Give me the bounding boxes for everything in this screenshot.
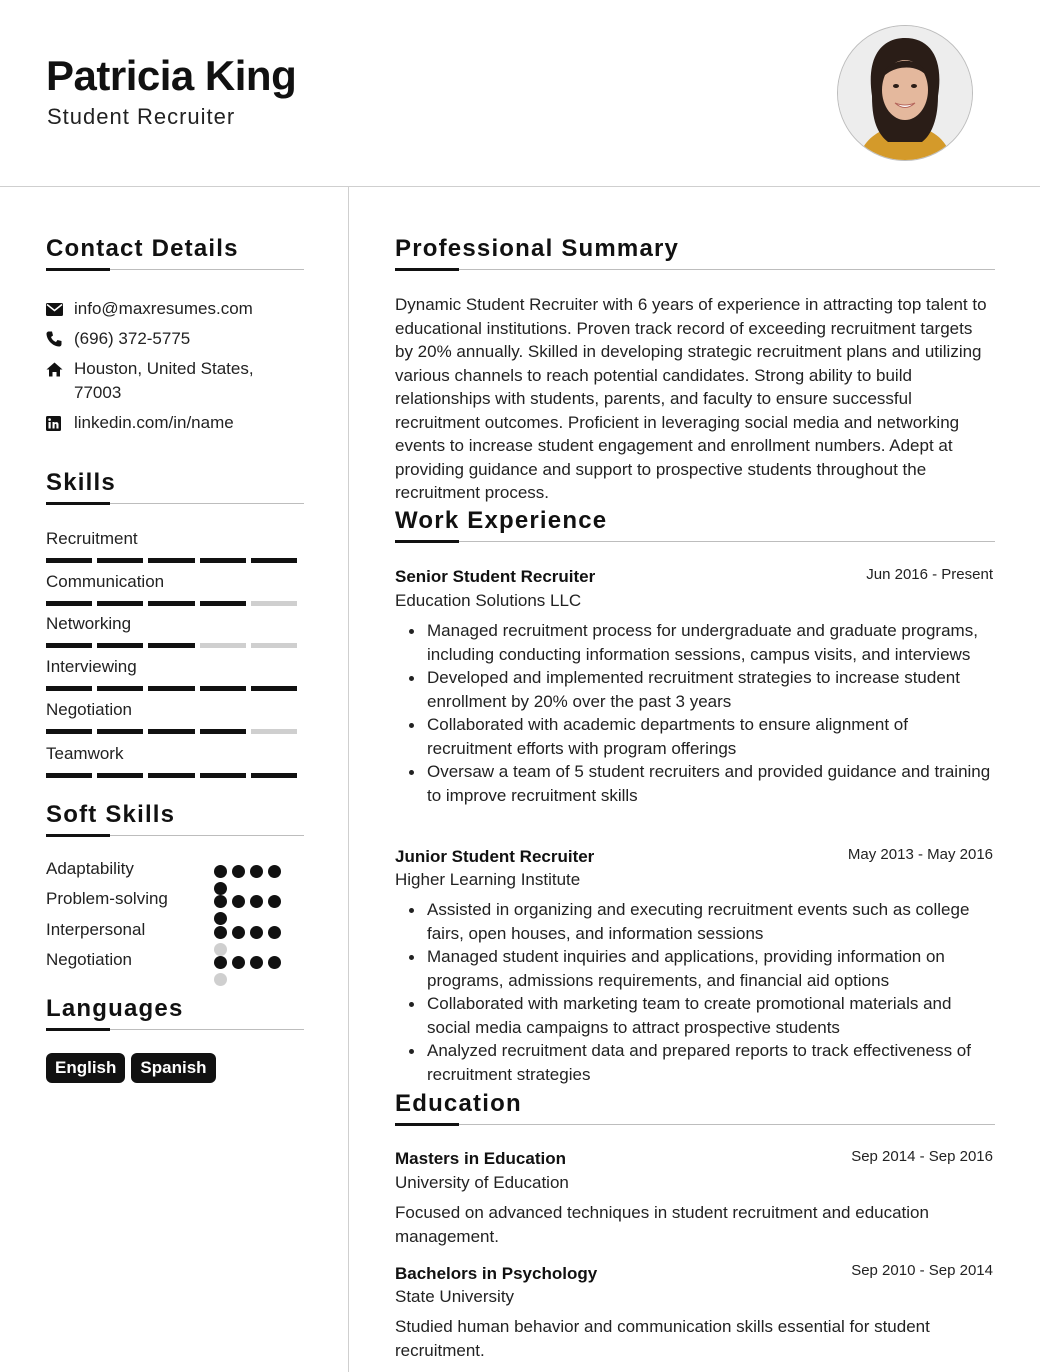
portrait-image <box>838 26 972 160</box>
soft-skill-name: Negotiation <box>46 950 133 969</box>
soft-skill-row <box>46 889 304 913</box>
skill-level-bar <box>46 729 302 734</box>
job-bullet: Oversaw a team of 5 student recruiters and provided guidance and training to improve recruitment skills <box>427 760 995 807</box>
soft-skills-section-header <box>46 801 304 845</box>
envelope-icon <box>46 297 64 321</box>
rating-dot-filled <box>214 956 227 969</box>
soft-skills-heading: Soft Skills <box>46 801 176 828</box>
skill-name: Teamwork <box>46 744 124 763</box>
rating-dot-filled <box>250 895 263 908</box>
soft-skill-name: Problem-solving <box>46 889 168 908</box>
soft-skill-rating <box>214 956 294 969</box>
job-bullets <box>395 619 995 807</box>
skill-level-bar <box>46 773 302 778</box>
contact-section-header <box>46 235 304 279</box>
skill-segment-filled <box>148 558 194 563</box>
rating-dot-filled <box>268 895 281 908</box>
skill-segment-filled <box>46 558 92 563</box>
section-accent <box>395 268 459 271</box>
resume-header <box>0 0 1040 187</box>
contact-heading: Contact Details <box>46 235 239 262</box>
rating-dot-filled <box>268 865 281 878</box>
section-rule <box>395 1124 995 1125</box>
job-bullet: Assisted in organizing and executing recruitment events such as college fairs, open houses, and information sessions <box>427 898 995 945</box>
summary-text: Dynamic Student Recruiter with 6 years of experience in attracting top talent to educational institutions. Proven track record of exceeding recruitment targets by 20% annually. Skilled in developing strategic recruitment plans and utilizing various channels to reach potential candidates. Strong ability to build relationships with students, parents, and faculty to ensure successful recruitment outcomes. Proficient in leveraging social media and networking events to increase student engagement and enrollment numbers. Adept at providing guidance and support to prospective students throughout the recruitment process. <box>395 295 987 502</box>
summary-section-header <box>395 235 995 279</box>
skill-level-bar <box>46 558 302 563</box>
degree-dates: Sep 2014 - Sep 2016 <box>851 1148 993 1165</box>
job-bullet: Managed recruitment process for undergraduate and graduate programs, including conducting information sessions, campus visits, and interviews <box>427 619 995 666</box>
soft-skill-name: Interpersonal <box>46 920 146 939</box>
job-dates: Jun 2016 - Present <box>866 566 993 583</box>
soft-skill-rating <box>214 865 294 878</box>
phone-text: (696) 372-5775 <box>74 329 191 348</box>
job-bullet: Analyzed recruitment data and prepared reports to track effectiveness of recruitment strategies <box>427 1039 995 1086</box>
job-dates: May 2013 - May 2016 <box>847 846 993 863</box>
school-name: State University <box>395 1287 515 1306</box>
rating-dot-filled <box>250 926 263 939</box>
section-accent <box>46 834 110 837</box>
skill-segment-filled <box>46 729 92 734</box>
skill-segment-filled <box>97 643 143 648</box>
rating-dot-filled <box>268 956 281 969</box>
section-accent <box>395 540 459 543</box>
skill-level-bar <box>46 643 302 648</box>
skill-segment-empty <box>251 643 297 648</box>
skill-segment-empty <box>251 729 297 734</box>
summary-heading: Professional Summary <box>395 235 680 262</box>
rating-dot-filled <box>232 956 245 969</box>
job-organization: Higher Learning Institute <box>395 870 581 889</box>
skill-level-bar <box>46 686 302 691</box>
rating-dot-filled <box>214 895 227 908</box>
contact-email[interactable] <box>46 297 253 321</box>
candidate-title: Student Recruiter <box>47 104 236 129</box>
skill-segment-filled <box>148 643 194 648</box>
rating-dot-filled <box>232 926 245 939</box>
skill-level-bar <box>46 601 302 606</box>
skill-segment-empty <box>251 601 297 606</box>
skill-segment-filled <box>251 558 297 563</box>
section-accent <box>395 1123 459 1126</box>
job-bullet: Managed student inquiries and applications, providing information on programs, admissions requirements, and financial aid options <box>427 945 995 992</box>
phone-icon <box>46 327 64 351</box>
skill-segment-filled <box>200 729 246 734</box>
rating-dot-filled <box>214 926 227 939</box>
job-bullets <box>395 898 995 1086</box>
skill-segment-filled <box>97 601 143 606</box>
language-badge: English <box>46 1053 125 1083</box>
skill-name: Communication <box>46 572 165 591</box>
candidate-name: Patricia King <box>46 52 297 99</box>
skill-segment-filled <box>200 686 246 691</box>
skill-segment-filled <box>97 686 143 691</box>
skill-segment-filled <box>46 643 92 648</box>
linkedin-text: linkedin.com/in/name <box>74 413 234 432</box>
contact-linkedin[interactable] <box>46 411 234 435</box>
experience-heading: Work Experience <box>395 507 608 534</box>
skill-segment-filled <box>148 686 194 691</box>
soft-skill-rating <box>214 895 294 908</box>
education-section-header <box>395 1090 995 1134</box>
contact-phone[interactable] <box>46 327 190 351</box>
job-title: Junior Student Recruiter <box>395 847 595 866</box>
rating-dot-filled <box>250 956 263 969</box>
skill-name: Recruitment <box>46 529 138 548</box>
soft-skill-row <box>46 859 304 883</box>
rating-dot-empty <box>214 973 227 986</box>
contact-address <box>46 357 296 405</box>
degree-description: Focused on advanced techniques in student recruitment and education management. <box>395 1203 929 1246</box>
skill-segment-filled <box>200 601 246 606</box>
column-divider <box>348 187 349 1372</box>
degree-description: Studied human behavior and communication skills essential for student recruitment. <box>395 1317 930 1360</box>
job-organization: Education Solutions LLC <box>395 591 582 610</box>
home-icon <box>46 357 64 381</box>
skill-name: Interviewing <box>46 657 137 676</box>
soft-skill-rating <box>214 926 294 939</box>
skill-segment-filled <box>46 601 92 606</box>
degree-title: Bachelors in Psychology <box>395 1264 598 1283</box>
skill-segment-filled <box>148 773 194 778</box>
languages-section-header <box>46 995 304 1039</box>
soft-skill-row <box>46 920 304 944</box>
section-rule <box>395 541 995 542</box>
profile-photo <box>837 25 973 161</box>
job-title: Senior Student Recruiter <box>395 567 596 586</box>
skill-segment-filled <box>251 773 297 778</box>
skill-name: Negotiation <box>46 700 133 719</box>
rating-dot-filled <box>232 865 245 878</box>
job-bullet: Collaborated with marketing team to create promotional materials and social media campaigns to attract prospective students <box>427 992 995 1039</box>
skill-name: Networking <box>46 614 132 633</box>
linkedin-icon <box>46 411 64 435</box>
rating-dot-filled <box>232 895 245 908</box>
soft-skill-name: Adaptability <box>46 859 134 878</box>
rating-dot-filled <box>214 865 227 878</box>
education-heading: Education <box>395 1090 522 1117</box>
skill-segment-filled <box>251 686 297 691</box>
skill-segment-filled <box>97 729 143 734</box>
soft-skill-row <box>46 950 304 974</box>
job-bullet: Collaborated with academic departments to ensure alignment of recruitment efforts with program offerings <box>427 713 995 760</box>
skills-heading: Skills <box>46 469 116 496</box>
section-accent <box>46 268 110 271</box>
skill-segment-filled <box>200 558 246 563</box>
skill-segment-filled <box>46 773 92 778</box>
section-accent <box>46 502 110 505</box>
skill-segment-empty <box>200 643 246 648</box>
rating-dot-filled <box>268 926 281 939</box>
section-rule <box>395 269 995 270</box>
skill-segment-filled <box>200 773 246 778</box>
language-badge: Spanish <box>131 1053 215 1083</box>
job-bullet: Developed and implemented recruitment strategies to increase student enrollment by 20% over the past 3 years <box>427 666 995 713</box>
school-name: University of Education <box>395 1173 569 1192</box>
degree-title: Masters in Education <box>395 1149 566 1168</box>
email-text: info@maxresumes.com <box>74 299 253 318</box>
section-accent <box>46 1028 110 1031</box>
skill-segment-filled <box>97 773 143 778</box>
skill-segment-filled <box>46 686 92 691</box>
languages-heading: Languages <box>46 995 184 1022</box>
degree-dates: Sep 2010 - Sep 2014 <box>851 1262 993 1279</box>
skill-segment-filled <box>148 601 194 606</box>
address-text: Houston, United States, 77003 <box>74 359 254 402</box>
skill-segment-filled <box>148 729 194 734</box>
skill-segment-filled <box>97 558 143 563</box>
rating-dot-filled <box>250 865 263 878</box>
experience-section-header <box>395 507 995 551</box>
skills-section-header <box>46 469 304 513</box>
languages-list <box>46 1053 222 1083</box>
